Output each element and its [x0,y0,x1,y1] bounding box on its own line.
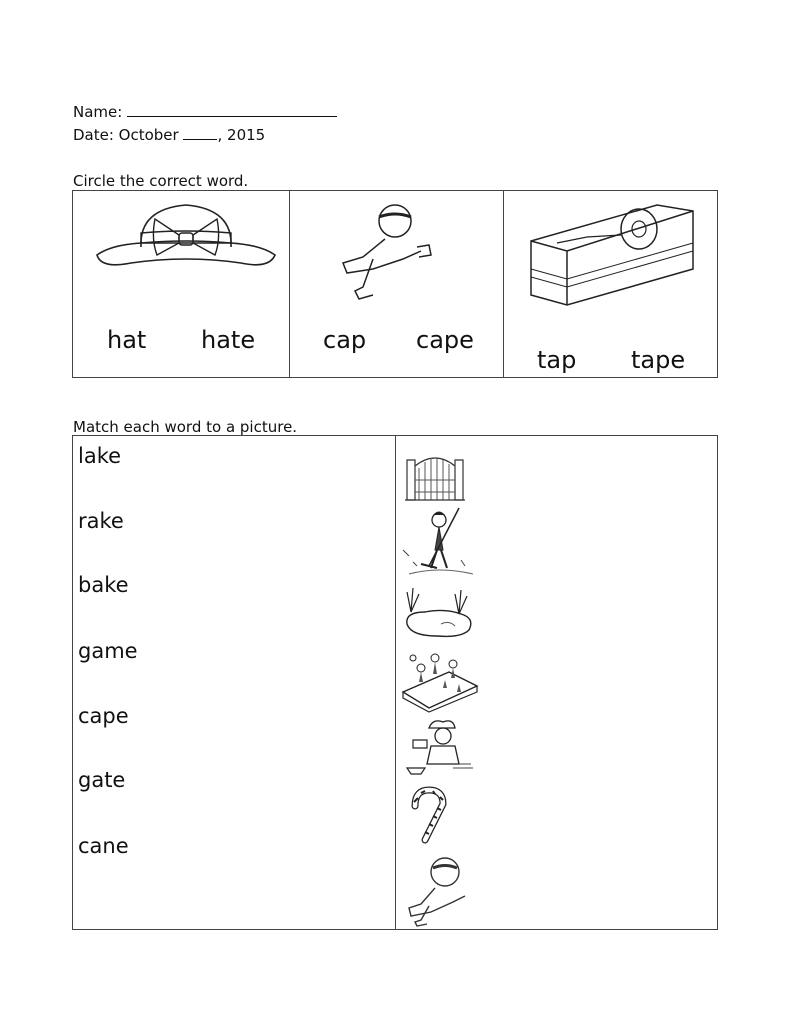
date-label: Date: October [73,126,179,144]
name-blank[interactable] [127,101,337,117]
column-divider [395,436,396,929]
circle-word-table [72,190,718,378]
option-tape[interactable]: tape [631,346,686,374]
option-hat[interactable]: hat [107,326,147,354]
cell-divider [289,191,290,377]
option-hate[interactable]: hate [201,326,256,354]
baking-picture[interactable] [403,718,479,776]
option-cape[interactable]: cape [416,326,474,354]
circle-instruction: Circle the correct word. [73,172,249,190]
option-cap[interactable]: cap [323,326,367,354]
lake-picture[interactable] [401,584,477,642]
gate-picture[interactable] [405,446,465,502]
candy-cane-picture[interactable] [407,786,451,844]
match-word-bake[interactable]: bake [78,573,129,597]
match-word-cape[interactable]: cape [78,704,129,728]
name-label: Name: [73,103,123,121]
cape-picture [333,199,443,309]
match-word-lake[interactable]: lake [78,444,122,468]
match-word-cane[interactable]: cane [78,834,129,858]
match-word-rake[interactable]: rake [78,509,124,533]
hat-picture [91,197,281,287]
date-year: , 2015 [217,126,266,144]
option-tap[interactable]: tap [537,346,577,374]
superhero-cape-picture[interactable] [405,854,473,926]
date-line [73,124,265,144]
cell-divider [503,191,504,377]
name-line [73,101,337,121]
tape-dispenser-picture [527,199,697,309]
date-blank[interactable] [183,124,217,140]
board-game-picture[interactable] [399,648,479,712]
rake-picture[interactable] [399,506,479,582]
match-word-game[interactable]: game [78,639,138,663]
match-instruction: Match each word to a picture. [73,418,298,436]
match-table [72,435,718,930]
match-word-gate[interactable]: gate [78,768,126,792]
